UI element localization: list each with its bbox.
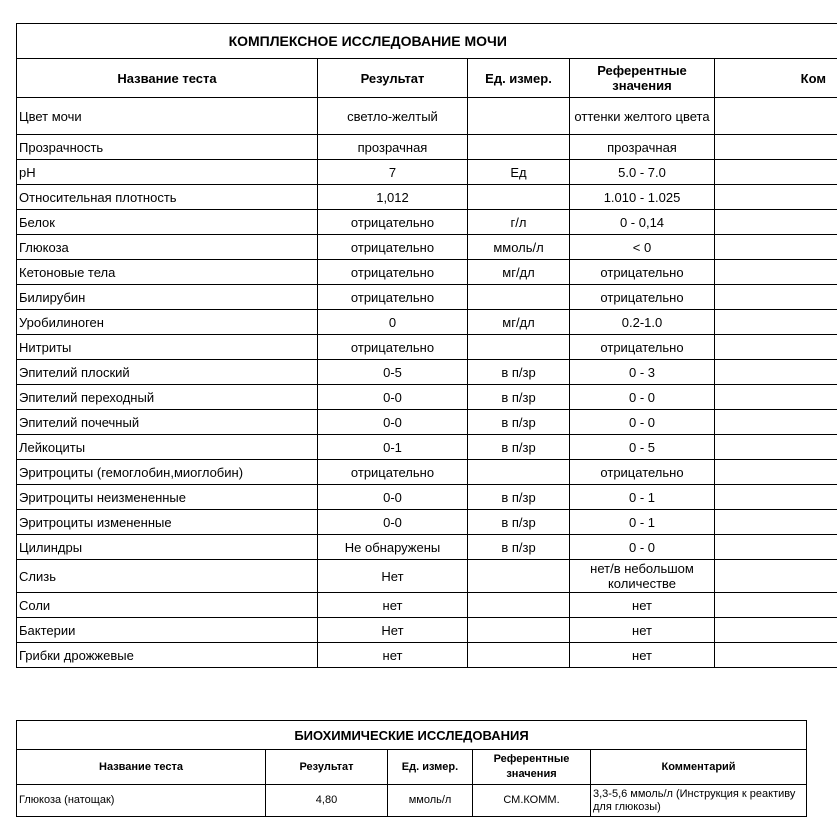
test-name-cell: Глюкоза	[17, 235, 318, 260]
result-cell: 0-5	[318, 360, 468, 385]
result-cell: светло-желтый	[318, 98, 468, 135]
reference-cell: 5.0 - 7.0	[570, 160, 715, 185]
result-cell: нет	[318, 643, 468, 668]
table-row	[17, 310, 837, 335]
unit-cell	[468, 460, 570, 485]
test-name-cell: Эритроциты (гемоглобин,миоглобин)	[17, 460, 318, 485]
column-header-comment: Ком	[715, 59, 837, 98]
test-name-cell: Эпителий почечный	[17, 410, 318, 435]
result-cell: Нет	[318, 618, 468, 643]
test-name-cell: Эпителий переходный	[17, 385, 318, 410]
result-cell: 0	[318, 310, 468, 335]
unit-cell: мг/дл	[468, 310, 570, 335]
comment-cell	[715, 643, 837, 668]
unit-cell: Ед	[468, 160, 570, 185]
reference-cell: 0 - 0	[570, 385, 715, 410]
urine-table-header	[17, 59, 837, 98]
reference-cell: 0 - 3	[570, 360, 715, 385]
test-name-cell: Кетоновые тела	[17, 260, 318, 285]
comment-cell	[715, 160, 837, 185]
reference-cell: 1.010 - 1.025	[570, 185, 715, 210]
test-name-cell: Билирубин	[17, 285, 318, 310]
unit-cell: г/л	[468, 210, 570, 235]
column-header-reference: Референтные значения	[473, 750, 591, 785]
result-cell: 0-0	[318, 410, 468, 435]
column-header-result: Результат	[266, 750, 388, 785]
table-row	[17, 643, 837, 668]
comment-cell	[715, 510, 837, 535]
test-name-cell: Грибки дрожжевые	[17, 643, 318, 668]
reference-cell: оттенки желтого цвета	[570, 98, 715, 135]
table-row	[17, 435, 837, 460]
unit-cell: в п/зр	[468, 410, 570, 435]
biochem-table-body	[17, 785, 807, 817]
biochem-table-header	[17, 750, 807, 785]
test-name-cell: Слизь	[17, 560, 318, 593]
result-cell: отрицательно	[318, 210, 468, 235]
reference-cell: < 0	[570, 235, 715, 260]
comment-cell	[715, 135, 837, 160]
test-name-cell: Эритроциты измененные	[17, 510, 318, 535]
reference-cell: 0.2-1.0	[570, 310, 715, 335]
unit-cell	[468, 335, 570, 360]
reference-cell: нет	[570, 593, 715, 618]
reference-cell: отрицательно	[570, 285, 715, 310]
unit-cell: ммоль/л	[388, 785, 473, 817]
table-row	[17, 160, 837, 185]
test-name-cell: Относительная плотность	[17, 185, 318, 210]
urine-analysis-table	[16, 23, 837, 668]
comment-cell	[715, 260, 837, 285]
result-cell: отрицательно	[318, 460, 468, 485]
comment-cell	[715, 335, 837, 360]
table-row	[17, 485, 837, 510]
comment-cell	[715, 98, 837, 135]
test-name-cell: Уробилиноген	[17, 310, 318, 335]
test-name-cell: Белок	[17, 210, 318, 235]
unit-cell: в п/зр	[468, 360, 570, 385]
result-cell: отрицательно	[318, 260, 468, 285]
urine-table-body	[17, 98, 837, 668]
unit-cell: мг/дл	[468, 260, 570, 285]
biochem-table-title: БИОХИМИЧЕСКИЕ ИССЛЕДОВАНИЯ	[17, 721, 807, 750]
result-cell: 0-0	[318, 485, 468, 510]
table-row	[17, 335, 837, 360]
table-row	[17, 510, 837, 535]
result-cell: отрицательно	[318, 235, 468, 260]
unit-cell	[468, 285, 570, 310]
table-row	[17, 135, 837, 160]
reference-cell: 0 - 0,14	[570, 210, 715, 235]
reference-cell: отрицательно	[570, 335, 715, 360]
test-name-cell: Эпителий плоский	[17, 360, 318, 385]
result-cell: 0-1	[318, 435, 468, 460]
comment-cell	[715, 360, 837, 385]
unit-cell: в п/зр	[468, 510, 570, 535]
comment-cell	[715, 235, 837, 260]
test-name-cell: pH	[17, 160, 318, 185]
reference-cell: нет/в небольшом количестве	[570, 560, 715, 593]
unit-cell	[468, 618, 570, 643]
result-cell: прозрачная	[318, 135, 468, 160]
result-cell: 1,012	[318, 185, 468, 210]
reference-cell: нет	[570, 618, 715, 643]
result-cell: Не обнаружены	[318, 535, 468, 560]
table-row	[17, 560, 837, 593]
result-cell: 0-0	[318, 510, 468, 535]
reference-cell: 0 - 1	[570, 485, 715, 510]
comment-cell	[715, 285, 837, 310]
unit-cell	[468, 560, 570, 593]
comment-cell	[715, 310, 837, 335]
test-name-cell: Цвет мочи	[17, 98, 318, 135]
reference-cell: прозрачная	[570, 135, 715, 160]
test-name-cell: Цилиндры	[17, 535, 318, 560]
unit-cell	[468, 643, 570, 668]
test-name-cell: Нитриты	[17, 335, 318, 360]
unit-cell	[468, 185, 570, 210]
result-cell: 7	[318, 160, 468, 185]
column-header-unit: Ед. измер.	[388, 750, 473, 785]
test-name-cell: Соли	[17, 593, 318, 618]
reference-cell: отрицательно	[570, 460, 715, 485]
table-row	[17, 460, 837, 485]
comment-cell	[715, 593, 837, 618]
comment-cell	[715, 485, 837, 510]
result-cell: 0-0	[318, 385, 468, 410]
comment-cell	[715, 210, 837, 235]
unit-cell: в п/зр	[468, 485, 570, 510]
table-row	[17, 535, 837, 560]
column-header-test-name: Название теста	[17, 59, 318, 98]
column-header-comment: Комментарий	[591, 750, 807, 785]
unit-cell	[468, 98, 570, 135]
unit-cell: в п/зр	[468, 435, 570, 460]
table-row	[17, 235, 837, 260]
reference-cell: 0 - 1	[570, 510, 715, 535]
result-cell: отрицательно	[318, 285, 468, 310]
unit-cell	[468, 593, 570, 618]
result-cell: Нет	[318, 560, 468, 593]
result-cell: нет	[318, 593, 468, 618]
column-header-unit: Ед. измер.	[468, 59, 570, 98]
reference-cell: 0 - 0	[570, 410, 715, 435]
comment-cell	[715, 560, 837, 593]
result-cell: отрицательно	[318, 335, 468, 360]
table-row	[17, 410, 837, 435]
test-name-cell: Бактерии	[17, 618, 318, 643]
comment-cell	[715, 460, 837, 485]
result-cell: 4,80	[266, 785, 388, 817]
reference-cell: 0 - 5	[570, 435, 715, 460]
urine-table-title: КОМПЛЕКСНОЕ ИССЛЕДОВАНИЕ МОЧИ	[17, 24, 837, 59]
comment-cell	[715, 618, 837, 643]
reference-cell: отрицательно	[570, 260, 715, 285]
test-name-cell: Прозрачность	[17, 135, 318, 160]
unit-cell	[468, 135, 570, 160]
table-row	[17, 185, 837, 210]
comment-cell	[715, 410, 837, 435]
comment-cell	[715, 385, 837, 410]
comment-cell	[715, 185, 837, 210]
unit-cell: в п/зр	[468, 535, 570, 560]
table-row	[17, 360, 837, 385]
table-row	[17, 385, 837, 410]
table-row	[17, 593, 837, 618]
table-row	[17, 618, 837, 643]
table-row	[17, 98, 837, 135]
test-name-cell: Эритроциты неизмененные	[17, 485, 318, 510]
reference-cell: 0 - 0	[570, 535, 715, 560]
table-row	[17, 285, 837, 310]
reference-cell: СМ.КОММ.	[473, 785, 591, 817]
unit-cell: ммоль/л	[468, 235, 570, 260]
biochemistry-table	[16, 720, 807, 817]
table-row	[17, 210, 837, 235]
table-row	[17, 260, 837, 285]
reference-cell: нет	[570, 643, 715, 668]
column-header-test-name: Название теста	[17, 750, 266, 785]
column-header-result: Результат	[318, 59, 468, 98]
table-row	[17, 785, 807, 817]
comment-cell	[715, 435, 837, 460]
comment-cell: 3,3-5,6 ммоль/л (Инструкция к реактиву для глюкозы)	[591, 785, 807, 817]
column-header-reference: Референтные значения	[570, 59, 715, 98]
test-name-cell: Глюкоза (натощак)	[17, 785, 266, 817]
comment-cell	[715, 535, 837, 560]
unit-cell: в п/зр	[468, 385, 570, 410]
test-name-cell: Лейкоциты	[17, 435, 318, 460]
